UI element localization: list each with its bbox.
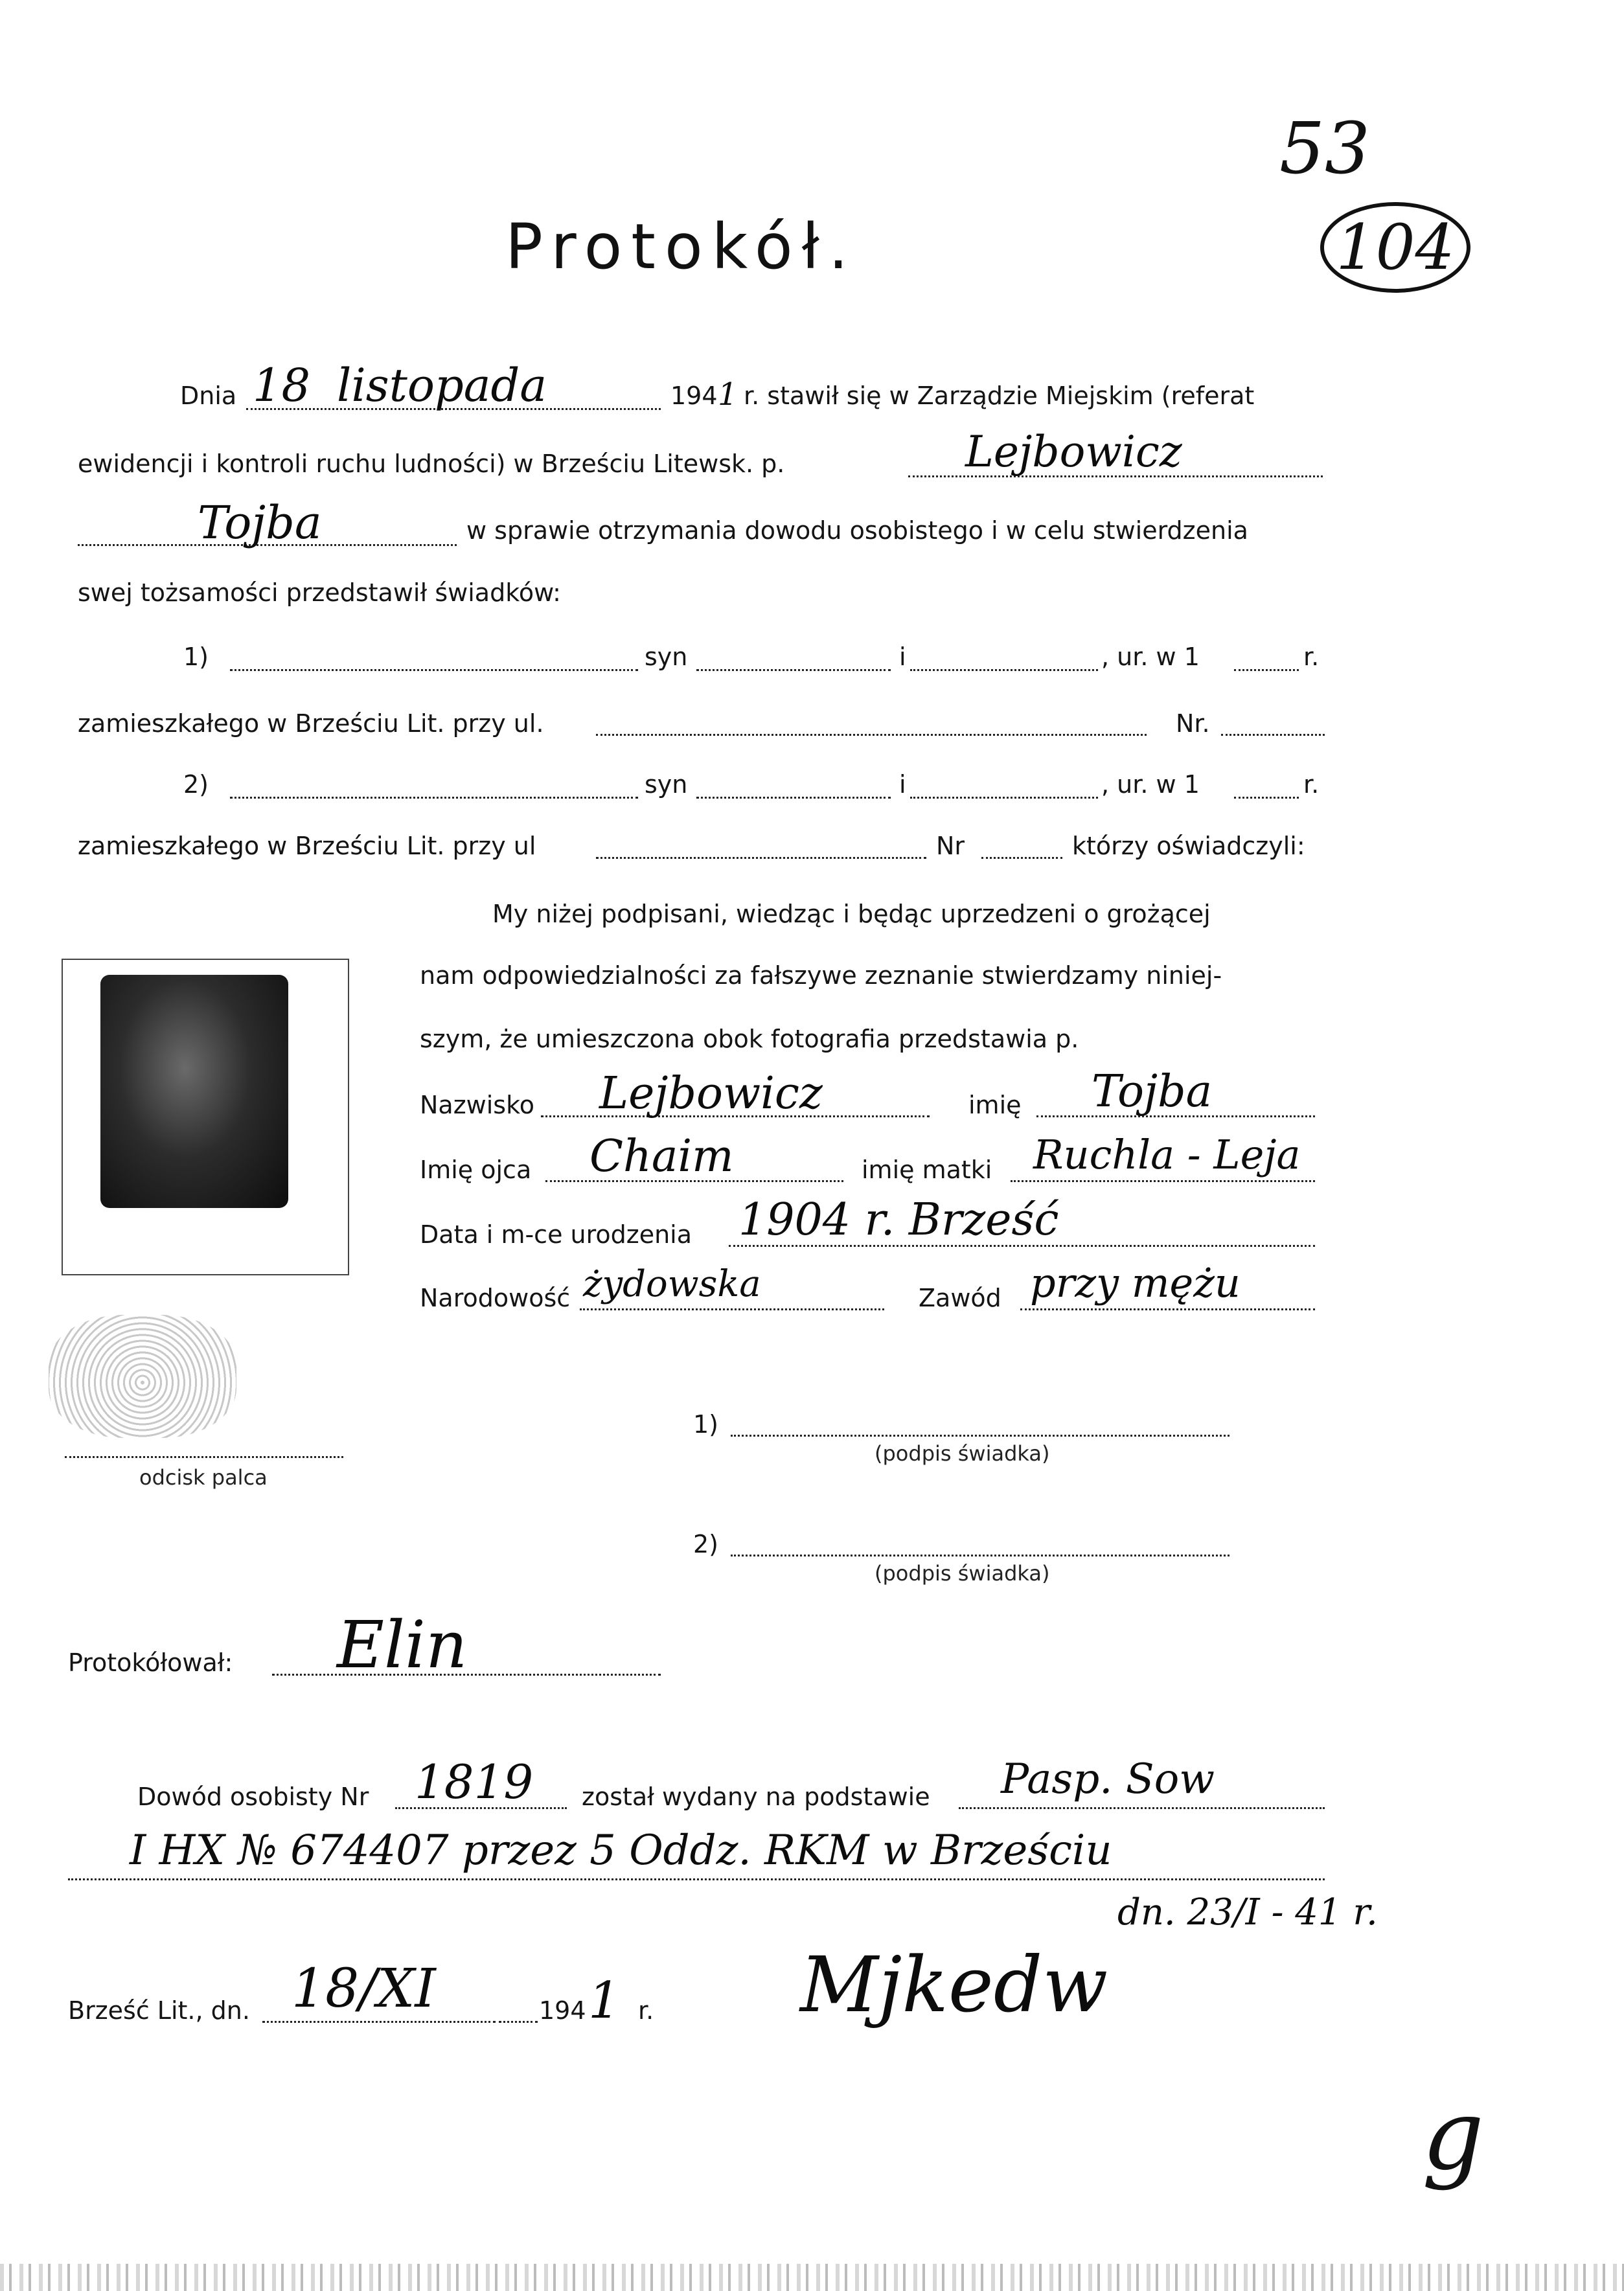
label-year: 194: [670, 382, 718, 410]
hand-protokolowal: Elin: [337, 1607, 468, 1683]
hand-imie-ojca: Chaim: [589, 1131, 734, 1182]
witness2-nr-line: [981, 857, 1062, 859]
witness2-name-line: [230, 797, 638, 799]
text-line3: w sprawie otrzymania dowodu osobistego i w celu stwierdzenia: [466, 516, 1248, 545]
witness1-street-line: [596, 734, 1147, 736]
witness2-i: i: [899, 770, 906, 799]
hand-zawod: przy mężu: [1030, 1259, 1241, 1306]
witness2-ur: , ur. w 1: [1101, 770, 1200, 799]
line-zawod: [1020, 1308, 1315, 1310]
label-zawod: Zawód: [919, 1284, 1001, 1312]
signature-official: Mjkedw: [800, 1940, 1108, 2029]
witness2-mother-line: [910, 797, 1098, 799]
witness2-r: r.: [1303, 770, 1320, 799]
witness1-syn: syn: [645, 643, 688, 671]
label-imie-ojca: Imię ojca: [420, 1156, 532, 1184]
text-line4: swej tożsamości przedstawił świadków:: [78, 578, 561, 607]
sig2-caption: (podpis świadka): [875, 1561, 1050, 1586]
hand-dowod-line2: I HX № 674407 przez 5 Oddz. RKM w Brześciu: [130, 1827, 1112, 1875]
label-data-urodzenia: Data i m-ce urodzenia: [420, 1220, 692, 1249]
caption-odcisk: odcisk palca: [139, 1465, 268, 1490]
sig2-label: 2): [693, 1530, 719, 1558]
corner-handwritten-mark: g: [1422, 2079, 1485, 2192]
witness1-label: 1): [183, 643, 209, 671]
scan-edge-noise: [0, 2264, 1624, 2291]
label-dnia: Dnia: [180, 382, 237, 410]
annotation-circled-number: [1320, 202, 1470, 293]
label-imie: imię: [968, 1091, 1022, 1119]
portrait-photo: [100, 975, 288, 1208]
circled-number-text: 104: [1336, 211, 1455, 284]
witness2-nr: Nr: [936, 832, 965, 860]
witness1-ur: , ur. w 1: [1101, 643, 1200, 671]
hand-year-digit: 1: [718, 376, 738, 413]
hand-dowod-nr: 1819: [415, 1755, 534, 1809]
sig1-line: [731, 1435, 1229, 1437]
hand-data-urodzenia: 1904 r. Brześć: [738, 1194, 1059, 1246]
witness1-nr: Nr.: [1176, 709, 1210, 738]
witness2-label: 2): [183, 770, 209, 799]
witness2-street-line: [596, 857, 926, 859]
witness2-resid: zamieszkałego w Brześciu Lit. przy ul: [78, 832, 536, 860]
text-dowod-mid: został wydany na podstawie: [582, 1783, 930, 1811]
line-dowod-2: [68, 1878, 1325, 1880]
line-imie-matki: [1011, 1180, 1315, 1182]
label-narodowosc: Narodowość: [420, 1284, 571, 1312]
text-line2: ewidencji i kontroli ruchu ludności) w Brześciu Litewsk. p.: [78, 450, 785, 478]
label-protokolowal: Protokółował:: [68, 1648, 233, 1677]
label-footer-year: 194: [539, 1996, 586, 2025]
witness1-mother-line: [910, 669, 1098, 671]
witness2-year-line: [1234, 797, 1299, 799]
label-nazwisko: Nazwisko: [420, 1091, 534, 1119]
witness2-ktorzy: którzy oświadczyli:: [1072, 832, 1305, 860]
witness1-father-line: [696, 669, 891, 671]
hand-date-month: listopada: [337, 359, 547, 412]
hand-footer-date: 18/XI: [292, 1958, 436, 2020]
label-brzesc: Brześć Lit., dn.: [68, 1996, 250, 2025]
declaration-line2: nam odpowiedzialności za fałszywe zeznanie stwierdzamy niniej-: [420, 961, 1222, 990]
sig1-caption: (podpis świadka): [875, 1441, 1050, 1466]
sig1-label: 1): [693, 1410, 719, 1439]
witness1-year-line: [1234, 669, 1299, 671]
annotation-top-number: 53: [1279, 107, 1370, 190]
hand-imie-matki: Ruchla - Leja: [1033, 1131, 1301, 1178]
label-imie-matki: imię matki: [862, 1156, 992, 1184]
line-footer-gap: [499, 2021, 538, 2023]
declaration-line3: szym, że umieszczona obok fotografia przedstawia p.: [420, 1025, 1079, 1053]
label-dowod: Dowód osobisty Nr: [137, 1783, 369, 1811]
line-footer-date: [262, 2021, 496, 2023]
witness1-resid: zamieszkałego w Brześciu Lit. przy ul.: [78, 709, 544, 738]
hand-dowod-line3: dn. 23/I - 41 r.: [1117, 1891, 1378, 1933]
witness1-name-line: [230, 669, 638, 671]
hand-surname: Lejbowicz: [965, 427, 1182, 477]
witness1-i: i: [899, 643, 906, 671]
hand-dowod-podstawa: Pasp. Sow: [1001, 1755, 1215, 1803]
witness1-nr-line: [1221, 734, 1325, 736]
witness2-father-line: [696, 797, 891, 799]
witness1-r: r.: [1303, 643, 1320, 671]
line-narodowosc: [580, 1308, 884, 1310]
declaration-line1: My niżej podpisani, wiedząc i będąc uprzedzeni o grożącej: [492, 900, 1211, 928]
fingerprint-line: [65, 1456, 343, 1458]
hand-date-day: 18: [253, 359, 311, 412]
hand-firstname: Tojba: [198, 496, 322, 549]
fingerprint-stamp: [49, 1315, 236, 1438]
page-title: Protokół.: [505, 211, 858, 283]
sig2-line: [731, 1555, 1229, 1556]
hand-narodowosc: żydowska: [583, 1263, 761, 1305]
line-dowod-podstawa: [959, 1807, 1325, 1809]
text-line1-rest: r. stawił się w Zarządzie Miejskim (referat: [744, 382, 1255, 410]
hand-footer-year-digit: 1: [588, 1972, 621, 2030]
witness2-syn: syn: [645, 770, 688, 799]
label-footer-r: r.: [638, 1996, 654, 2025]
hand-imie: Tojba: [1092, 1066, 1213, 1117]
hand-nazwisko: Lejbowicz: [599, 1068, 823, 1119]
